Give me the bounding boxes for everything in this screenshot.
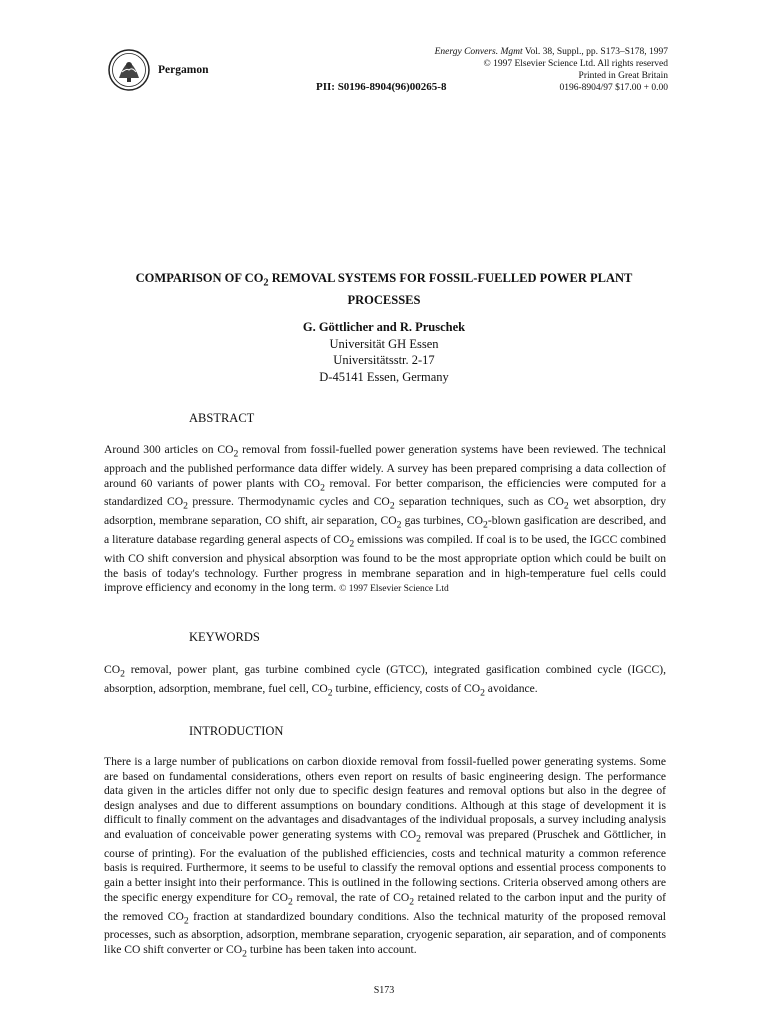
author-names: G. Göttlicher and R. Pruschek [302, 320, 466, 334]
author-city: D-45141 Essen, Germany [319, 369, 449, 384]
pergamon-logo-icon [107, 48, 151, 92]
paper-title-line2: PROCESSES [347, 292, 421, 307]
journal-details: Vol. 38, Suppl., pp. S173–S178, 1997 [522, 47, 668, 57]
copyright-line: © 1997 Elsevier Science Ltd. All rights reserved [483, 59, 668, 69]
paper-title: COMPARISON OF $CO_2$ REMOVAL SYSTEMS FOR FOSSIL-FUELLED POWER PLANT PROCESSES [100, 270, 668, 309]
price-line: 0196-8904/97 $17.00 + 0.00 [559, 83, 668, 93]
author-street: Universitätsstr. 2-17 [333, 353, 435, 367]
page-number: S173 [373, 985, 395, 996]
keywords-text: $CO_2$ removal, power plant, gas turbine combined cycle (GTCC), integrated gasification combined cycle (IGCC), absorption, adsorption, membrane, fuel cell, $CO_2$ turbine, efficiency, costs of $CO_2$ avoidance. [104, 663, 666, 699]
abstract-text: Around 300 articles on $CO_2$ removal from fossil-fuelled power generation systems have been reviewed. The technical approach and the published performance data differ widely. A survey has been prepared comprising a data collection of around 60 variants of power plants with $CO_2$ removal. For better comparison, the efficiencies were computed for a standardized $CO_2$ pressure. Thermodynamic cycles and $CO_2$ separation techniques, such as $CO_2$ wet absorption, dry adsorption, membrane separation, CO shift, air separation, $CO_2$ gas turbines, $CO_2$-blown gasification are described, and a literature database regarding general aspects of $CO_2$ emissions was compiled. If coal is to be used, the IGCC combined with CO shift conversion and physical absorption was found to be the most appropriate option which could be built on the basis of today's technology. Further progress in membrane separation and in high-temperature fuel cells could improve efficiency and economy in the long term. © 1997 Elsevier Science Ltd [104, 443, 667, 595]
author-block [100, 319, 668, 385]
keywords-heading: KEYWORDS [189, 630, 260, 644]
printed-line: Printed in Great Britain [578, 71, 668, 81]
journal-name: Energy Convers. Mgmt [434, 47, 523, 57]
pii-code: PII: S0196-8904(96)00265-8 [316, 81, 447, 93]
citation-block [435, 46, 668, 94]
introduction-text: There is a large number of publications on carbon dioxide removal from fossil-fuelled power generating systems. Some are based on fundamental considerations, others even report on results of basic engineering design. The performance data given in the articles differ not only due to specific design features and removal options but also in the degree of design analyses and due to different assumptions on boundary conditions. Although at this stage of development it is difficult to finally comment on the advantages and disadvantages of the individual proposals, a survey including analysis and evaluation of conceivable power generating systems with $CO_2$ removal was prepared (Pruschek and Göttlicher, in course of printing). For the evaluation of the published efficiencies, costs and technical maturity a common reference basis is required. Furthermore, it seems to be useful to classify the removal options and essential process components to gain a better insight into their performance. This is outlined in the following sections. Criteria observed among others are the specific energy expenditure for $CO_2$ removal, the rate of $CO_2$ retained related to the carbon input and the purity of the removed $CO_2$ fraction at standardized boundary conditions. Also the technical maturity of the proposed removal processes, such as absorption, adsorption, membrane separation, cryogenic separation, air separation, and of components like CO shift converter or $CO_2$ turbine has been taken into account. [104, 755, 666, 960]
publisher-name: Pergamon [158, 64, 209, 76]
author-affiliation: Universität GH Essen [329, 336, 439, 351]
journal-citation [435, 46, 668, 58]
introduction-heading: INTRODUCTION [189, 724, 284, 738]
abstract-heading: ABSTRACT [189, 411, 255, 425]
